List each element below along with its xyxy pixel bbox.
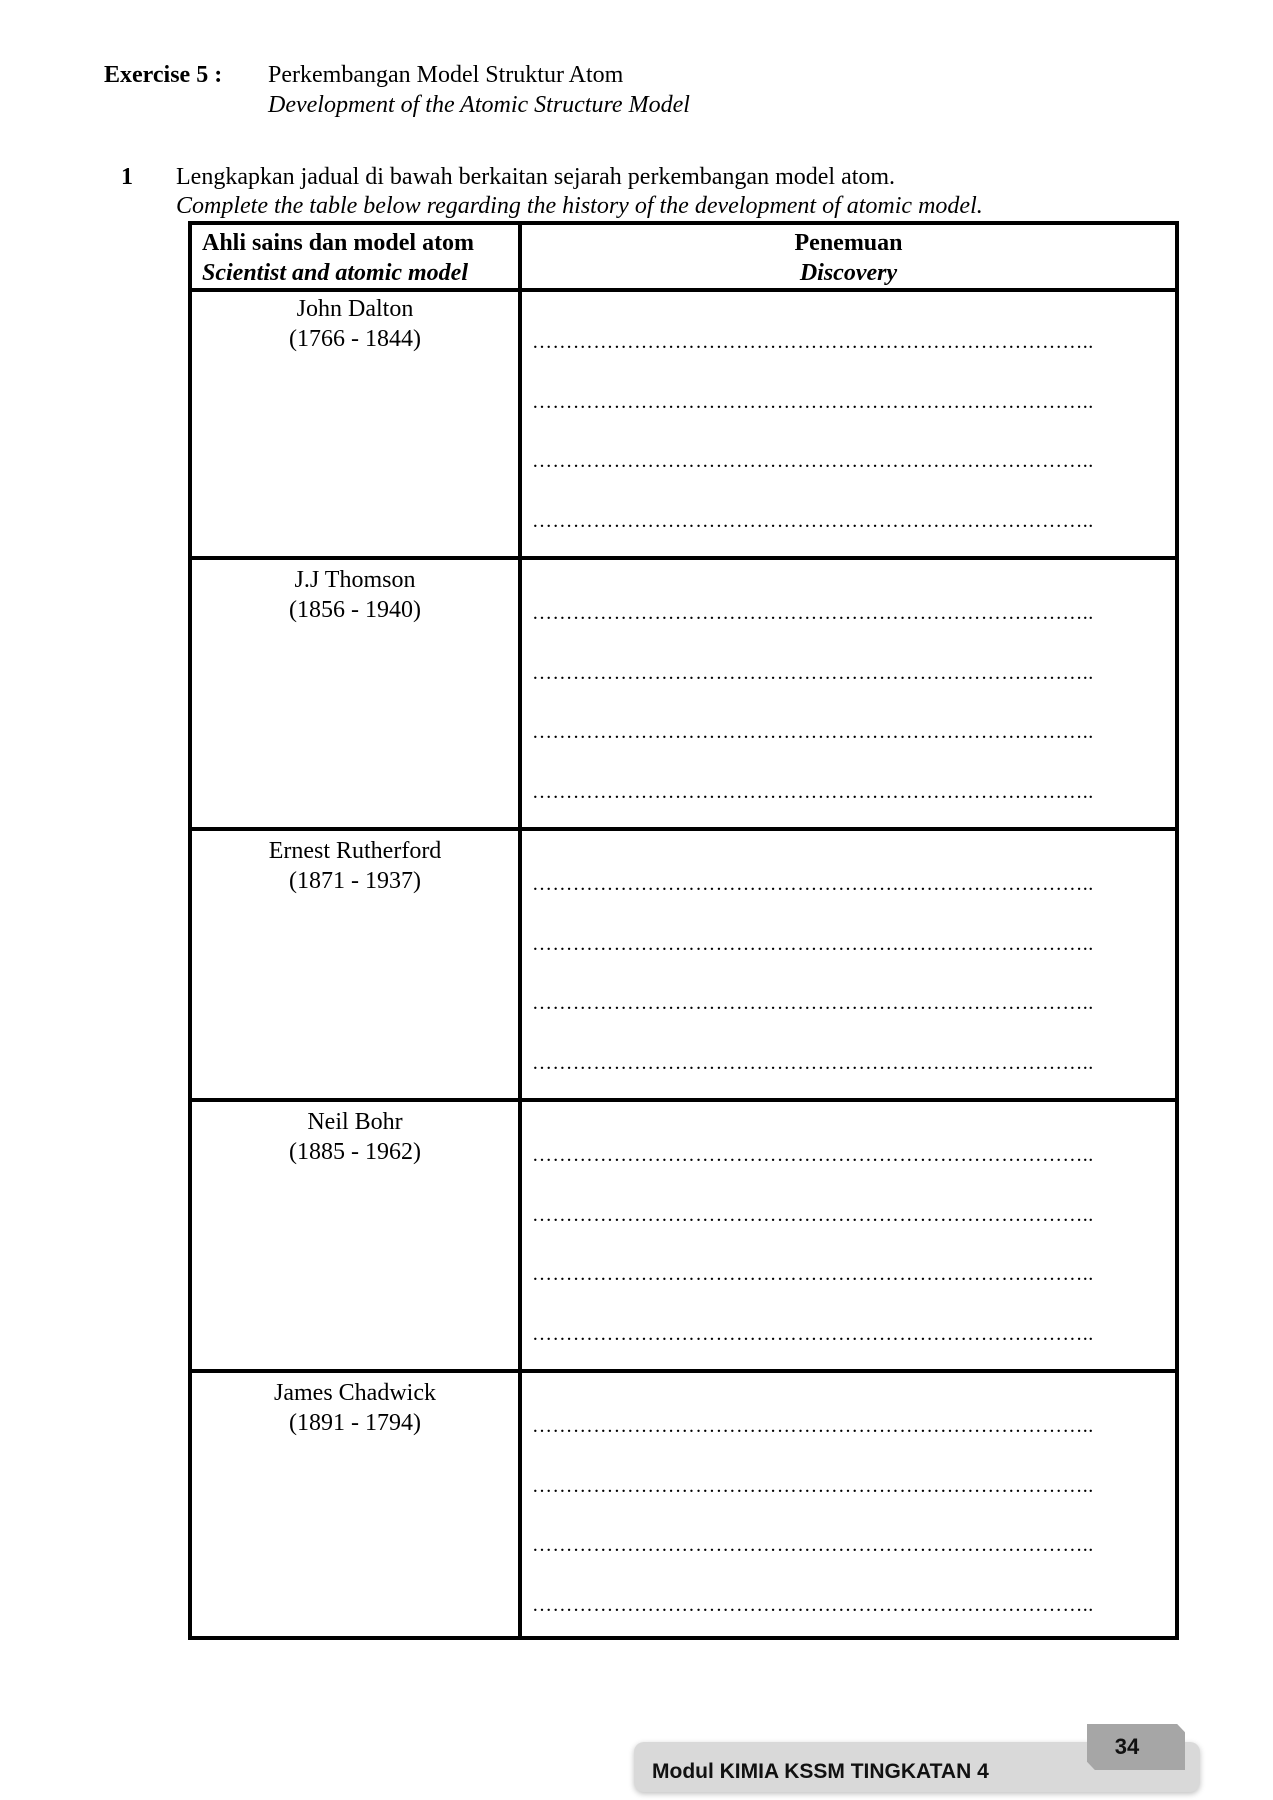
- scientist-years: (1766 - 1844): [289, 326, 421, 352]
- header-scientist-label: Ahli sains dan model atom: [202, 230, 475, 256]
- table-row: [192, 1105, 1175, 1373]
- header-scientist: [202, 228, 474, 288]
- exercise-subtitle: Development of the Atomic Structure Model: [268, 92, 690, 118]
- scientist-name: James Chadwick: [274, 1380, 436, 1406]
- scientist-name: J.J Thomson: [294, 567, 416, 593]
- answer-line[interactable]: ………………………………………………………………………..: [532, 1145, 1094, 1165]
- answer-line[interactable]: ………………………………………………………………………..: [532, 722, 1094, 742]
- table-row: [192, 834, 1175, 1102]
- exercise-label: Exercise 5 :: [104, 62, 223, 88]
- scientist-name: Ernest Rutherford: [268, 838, 442, 864]
- table-row: [192, 1376, 1175, 1644]
- scientist-cell: [192, 294, 518, 354]
- answer-line[interactable]: ………………………………………………………………………..: [532, 511, 1094, 531]
- question-text: Lengkapkan jadual di bawah berkaitan sejarah perkembangan model atom.: [176, 164, 896, 190]
- header-scientist-label-en: Scientist and atomic model: [202, 260, 469, 286]
- footer-module-title: Modul KIMIA KSSM TINGKATAN 4: [652, 1760, 989, 1783]
- exercise-title: Perkembangan Model Struktur Atom: [268, 62, 624, 88]
- scientist-cell: [192, 1107, 518, 1167]
- scientist-years: (1856 - 1940): [289, 597, 421, 623]
- answer-line[interactable]: ………………………………………………………………………..: [532, 1205, 1094, 1225]
- answer-line[interactable]: ………………………………………………………………………..: [532, 392, 1094, 412]
- answer-line[interactable]: ………………………………………………………………………..: [532, 603, 1094, 623]
- answer-line[interactable]: ………………………………………………………………………..: [532, 332, 1094, 352]
- scientist-name: Neil Bohr: [307, 1109, 403, 1135]
- scientist-cell: [192, 1378, 518, 1438]
- header-discovery-label: Penemuan: [794, 230, 903, 256]
- answer-line[interactable]: ………………………………………………………………………..: [532, 934, 1094, 954]
- header-discovery-label-en: Discovery: [799, 260, 898, 286]
- atomic-model-table: [188, 221, 1179, 1640]
- answer-line[interactable]: ………………………………………………………………………..: [532, 1264, 1094, 1284]
- answer-line[interactable]: ………………………………………………………………………..: [532, 1416, 1094, 1436]
- answer-line[interactable]: ………………………………………………………………………..: [532, 993, 1094, 1013]
- page-number: 34: [1114, 1734, 1140, 1759]
- answer-line[interactable]: ………………………………………………………………………..: [532, 1476, 1094, 1496]
- table-row: [192, 563, 1175, 831]
- answer-line[interactable]: ………………………………………………………………………..: [532, 1535, 1094, 1555]
- scientist-years: (1871 - 1937): [289, 868, 421, 894]
- scientist-cell: [192, 565, 518, 625]
- answer-line[interactable]: ………………………………………………………………………..: [532, 1595, 1094, 1615]
- answer-line[interactable]: ………………………………………………………………………..: [532, 874, 1094, 894]
- answer-line[interactable]: ………………………………………………………………………..: [532, 782, 1094, 802]
- answer-line[interactable]: ………………………………………………………………………..: [532, 663, 1094, 683]
- table-header: [192, 225, 1175, 292]
- scientist-years: (1885 - 1962): [289, 1139, 421, 1165]
- answer-line[interactable]: ………………………………………………………………………..: [532, 1324, 1094, 1344]
- question-text-english: Complete the table below regarding the history of the development of atomic model.: [176, 193, 983, 219]
- scientist-name: John Dalton: [296, 296, 414, 322]
- scientist-years: (1891 - 1794): [289, 1410, 421, 1436]
- question-number: 1: [121, 164, 133, 190]
- answer-line[interactable]: ………………………………………………………………………..: [532, 1053, 1094, 1073]
- answer-line[interactable]: ………………………………………………………………………..: [532, 451, 1094, 471]
- header-discovery: [522, 228, 1175, 288]
- scientist-cell: [192, 836, 518, 896]
- table-row: [192, 292, 1175, 560]
